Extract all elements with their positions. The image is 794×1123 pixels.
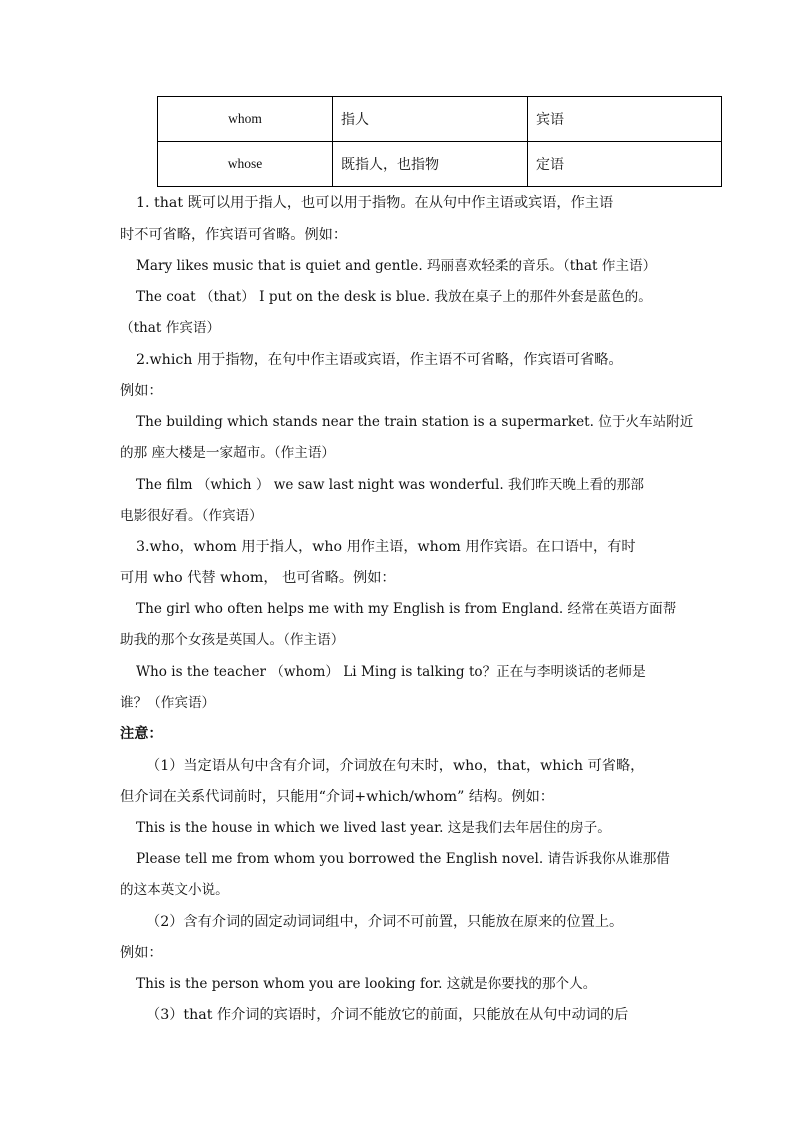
refers-cell: 指人 [333, 97, 528, 142]
pronoun-cell: whom [158, 97, 333, 142]
example-line: 的这本英文小说。 [120, 882, 229, 898]
rule-1-heading: 1. that 既可以用于指人，也可以用于指物。在从句中作主语或宾语，作主语 [136, 195, 614, 211]
note-3: （3）that 作介词的宾语时，介词不能放它的前面，只能放在从句中动词的后 [146, 1007, 629, 1023]
text-line: 例如： [120, 945, 163, 961]
example-line: The building which stands near the train station is a supermarket. 位于火车站附近 [136, 414, 694, 430]
text-line: 但介词在关系代词前时，只能用“介词+which/whom” 结构。例如： [120, 789, 554, 805]
table-row [158, 142, 722, 187]
role-cell: 宾语 [528, 97, 722, 142]
example-line: Mary likes music that is quiet and gentle. 玛丽喜欢轻柔的音乐。（that 作主语） [136, 258, 657, 274]
rule-2-heading: 2.which 用于指物，在句中作主语或宾语，作主语不可省略，作宾语可省略。 [136, 352, 623, 368]
example-line: Please tell me from whom you borrowed the English novel. 请告诉我你从谁那借 [136, 851, 670, 867]
pronoun-cell: whose [158, 142, 333, 187]
example-line: 助我的那个女孩是英国人。（作主语） [120, 632, 345, 648]
example-line: 谁？（作宾语） [120, 695, 216, 711]
example-line: The girl who often helps me with my English is from England. 经常在英语方面帮 [136, 601, 677, 617]
example-note: （that 作宾语） [120, 320, 221, 336]
note-heading: 注意： [120, 726, 163, 742]
relative-pronoun-table [157, 96, 722, 187]
example-line: The coat （that） I put on the desk is blue. 我放在桌子上的那件外套是蓝色的。 [136, 289, 652, 305]
example-line: Who is the teacher （whom） Li Ming is talking to？正在与李明谈话的老师是 [136, 664, 646, 680]
text-line: 例如： [120, 383, 163, 399]
note-1: （1）当定语从句中含有介词，介词放在句末时，who，that，which 可省略， [146, 758, 645, 774]
table-row [158, 97, 722, 142]
example-line: This is the person whom you are looking for. 这就是你要找的那个人。 [136, 976, 597, 992]
note-2: （2）含有介词的固定动词词组中，介词不可前置，只能放在原来的位置上。 [146, 914, 624, 930]
text-line: 可用 who 代替 whom， 也可省略。例如： [120, 570, 396, 586]
example-line: 电影很好看。（作宾语） [120, 508, 263, 524]
text-line: 时不可省略，作宾语可省略。例如： [120, 227, 348, 243]
example-line: 的那 座大楼是一家超市。（作主语） [120, 445, 336, 461]
role-cell: 定语 [528, 142, 722, 187]
rule-3-heading: 3.who，whom 用于指人，who 用作主语，whom 用作宾语。在口语中，有时 [136, 539, 636, 555]
refers-cell: 既指人，也指物 [333, 142, 528, 187]
example-line: This is the house in which we lived last year. 这是我们去年居住的房子。 [136, 820, 611, 836]
example-line: The film （which ） we saw last night was wonderful. 我们昨天晚上看的那部 [136, 477, 644, 493]
